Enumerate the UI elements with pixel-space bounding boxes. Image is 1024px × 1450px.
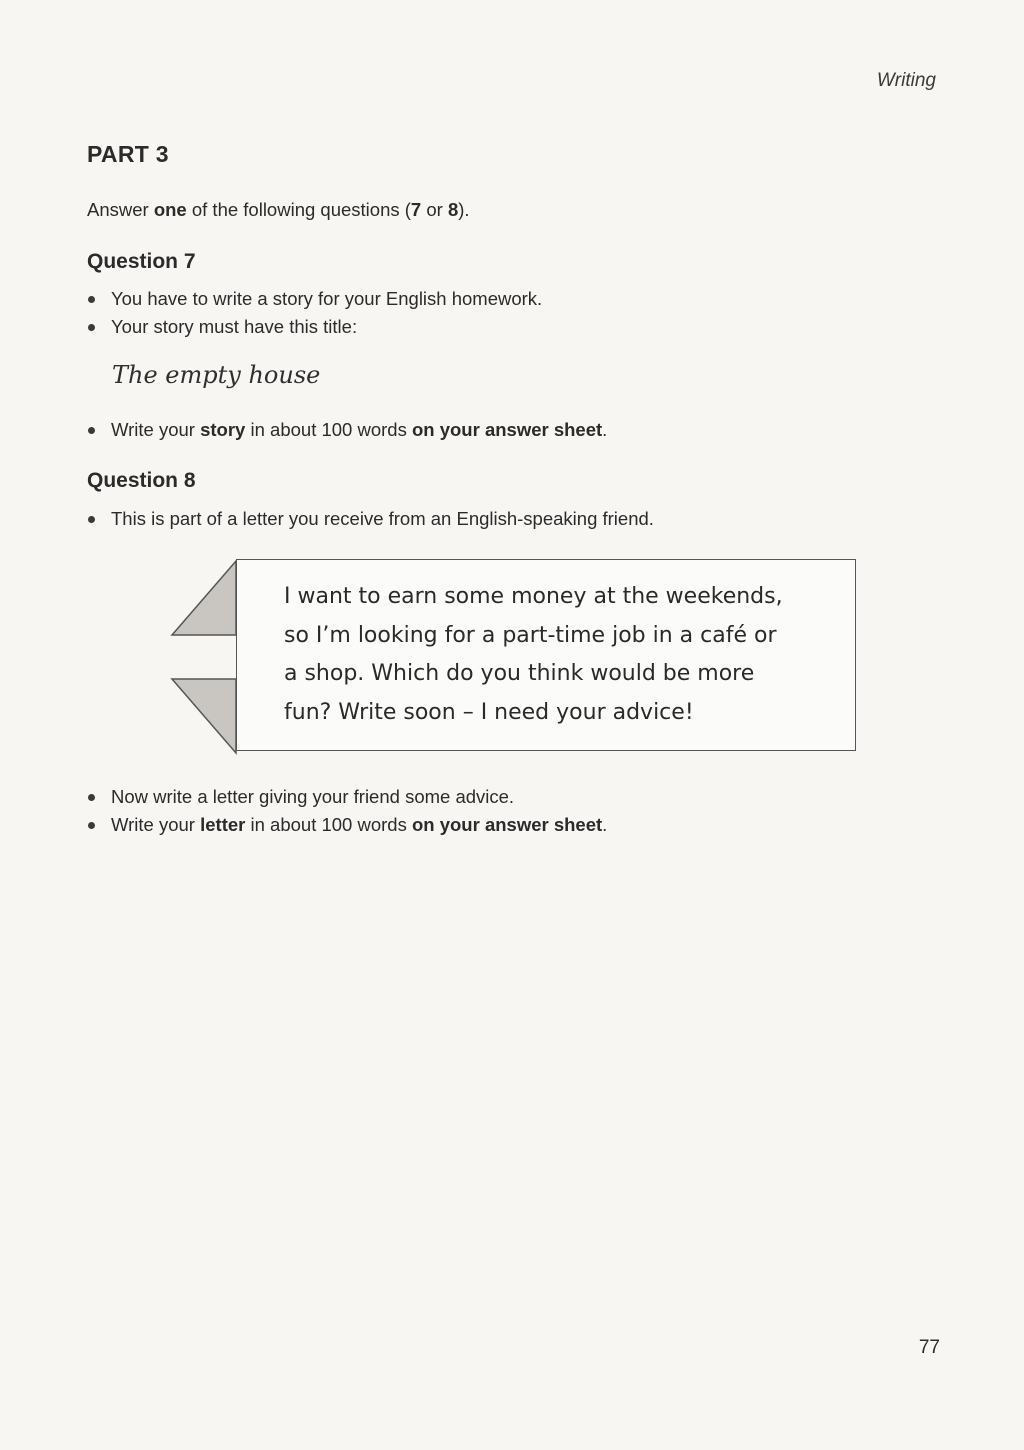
question-7-bullets [87, 285, 542, 341]
bullet-text: in about 100 words [245, 419, 412, 440]
fold-lower-triangle [172, 679, 236, 753]
instruction-text: ). [458, 199, 470, 220]
question-8-bullets [87, 505, 654, 533]
part-instruction [87, 199, 470, 221]
letter-fold-graphic [170, 557, 240, 757]
bullet-emphasis: on your answer sheet [411, 814, 603, 835]
question-8-heading: Question 8 [87, 469, 196, 492]
bullet-emphasis: on your answer sheet [411, 419, 603, 440]
question-7-heading: Question 7 [87, 250, 196, 273]
bullet-item: Your story must have this title: [87, 313, 542, 341]
part-title: PART 3 [87, 141, 169, 167]
question-7-bullets-2 [87, 416, 607, 444]
instruction-question-number: 8 [447, 199, 459, 220]
letter-line: a shop. Which do you think would be more [284, 661, 755, 686]
instruction-question-number: 7 [410, 199, 422, 220]
running-head: Writing [876, 70, 936, 91]
letter-excerpt-box [236, 559, 856, 751]
story-title: The empty house [112, 361, 321, 389]
bullet-emphasis: story [200, 419, 246, 440]
bullet-text: . [602, 419, 608, 440]
bullet-text: in about 100 words [245, 814, 412, 835]
letter-line: I want to earn some money at the weekends, [284, 584, 783, 609]
bullet-item [87, 811, 607, 839]
bullet-text: Write your [111, 419, 201, 440]
instruction-emphasis: one [153, 199, 187, 220]
instruction-text: Answer [87, 199, 154, 220]
bullet-text: Write your [111, 814, 201, 835]
letter-line: so I’m looking for a part-time job in a café or [284, 622, 777, 648]
page-number: 77 [918, 1337, 940, 1358]
bullet-item: Now write a letter giving your friend some advice. [87, 783, 607, 811]
fold-upper-triangle [172, 561, 236, 635]
letter-excerpt [284, 578, 844, 732]
instruction-text: or [421, 199, 448, 220]
question-8-bullets-2 [87, 783, 607, 839]
bullet-item: This is part of a letter you receive from an English-speaking friend. [87, 505, 654, 533]
bullet-emphasis: letter [200, 814, 246, 835]
bullet-text: . [602, 814, 608, 835]
bullet-item [87, 416, 607, 444]
instruction-text: of the following questions ( [186, 199, 411, 220]
bullet-item: You have to write a story for your English homework. [87, 285, 542, 313]
letter-line: fun? Write soon – I need your advice! [284, 699, 694, 725]
